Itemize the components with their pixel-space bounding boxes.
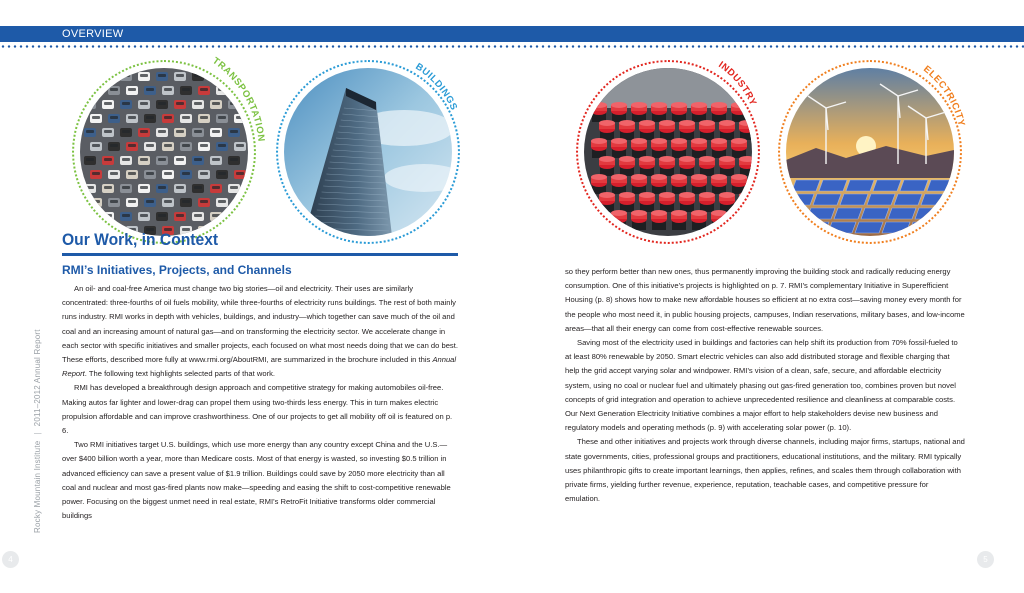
page-number-left: 4 [2, 551, 19, 568]
right-column [565, 265, 965, 506]
buildings-label [395, 48, 475, 148]
title-rule [62, 253, 458, 256]
page-number-right: 5 [977, 551, 994, 568]
paragraph-2: RMI has developed a breakthrough design approach and competitive strategy for making automobiles oil-free. Making autos far lighter and lower-drag can propel them using two-thirds less energy. This in turn makes electric propulsion affordable and can improve crashworthiness. One of our projects to get all mobility off oil is featured on p. 6. [62, 383, 453, 436]
svg-text:INDUSTRY: INDUSTRY [716, 59, 759, 108]
svg-text:ELECTRICITY: ELECTRICITY [921, 63, 967, 128]
svg-text:TRANSPORTATION: TRANSPORTATION [210, 55, 267, 143]
left-column [62, 282, 460, 523]
section-heading: RMI’s Initiatives, Projects, and Channels [62, 263, 292, 277]
section-header-bar [0, 26, 1024, 42]
section-label: OVERVIEW [62, 28, 124, 40]
report-name: 2011–2012 Annual Report [33, 329, 42, 427]
svg-text:BUILDINGS: BUILDINGS [413, 61, 460, 113]
paragraph-3: Two RMI initiatives target U.S. buildings, which use more energy than any country except China and the U.S.—over $400 billion worth a year, more than Medicare costs. Most of that energy is wasted, so investing $0.5 trillion in advanced efficiency can save a present value of $1.9 trillion. Buildings could save by 2050 more electricity than all coal and nuclear and most gas-fired plants now make—speeding and easing the shift to cost-competitive renewable power. Focusing on the biggest unmet need in real estate, RMI’s RetroFit Initiative transforms older commercial buildings [62, 440, 451, 521]
paragraph-5: Saving most of the electricity used in buildings and factories can help shift its production from 70% fossil-fueled to at least 80% renewable by 2050. Smart electric vehicles can also add distributed storage and flexible charging that help the grid accept varying solar and windpower. RMI’s vision of a clean, safe, secure, and affordable electricity system, using no coal or nuclear fuel and ultimately phasing out gas-fired generation too, combines proven but novel concepts of grid integration and operation to achieve unprecedented resilience and cleanliness at comparable costs. Our Next Generation Electricity Initiative combines a major effort to help stakeholders devise new business and regulatory models and operating methods (p. 9) with accelerating solar power (p. 10). [565, 338, 958, 433]
org-name: Rocky Mountain Institute [33, 440, 42, 533]
page-title: Our Work, in Context [62, 230, 219, 249]
industry-label [700, 48, 780, 148]
electricity-label [905, 48, 985, 158]
running-head: Rocky Mountain Institute|2011–2012 Annual Report [33, 329, 42, 533]
paragraph-6: These and other initiatives and projects work through diverse channels, including major firms, startups, national and state governments, cities, professional groups and practitioners, educational institutions, and the military. RMI typically uses philanthropic gifts to create important learnings, then applies, refines, and scales them through collaboration with private firms, yielding further revenue, experience, reputation, teachable cases, and competitive pressure for emulation. [565, 437, 965, 504]
italic-phrase: Annual Report [62, 355, 457, 379]
dotted-divider [0, 45, 1024, 48]
paragraph-1: An oil- and coal-free America must change two big stories—oil and electricity. Their uses are similarly concentrated: three-fourths of oil fuels mobility, while three-fourths of electricity runs buildings. The rest of both mainly runs industry. RMI works in depth with vehicles, buildings, and industry—which together can save much of the oil and coal and an increasing amount of natural gas—and on transforming the electricity sector. We accelerate change in each sector with specific initiatives and smaller projects, each focused on what most needs doing that we can do best. These efforts, described more fully at www.rmi.org/AboutRMI, are summarized in the brochure included in this Annual Report. The following text highlights selected parts of that work. [62, 284, 458, 379]
paragraph-4: so they perform better than new ones, thus permanently improving the building stock and radically reducing energy consumption. One of this initiative’s projects is highlighted on p. 7. RMI’s complementary Initiative in Superefficient Housing (p. 8) shows how to make new affordable houses so efficient at no extra cost—saving money every month for the people who most need it, in public housing projects, campuses, Indian reservations, military bases, and low-income areas—that all their energy can come from cost-effective renewable sources. [565, 267, 965, 333]
